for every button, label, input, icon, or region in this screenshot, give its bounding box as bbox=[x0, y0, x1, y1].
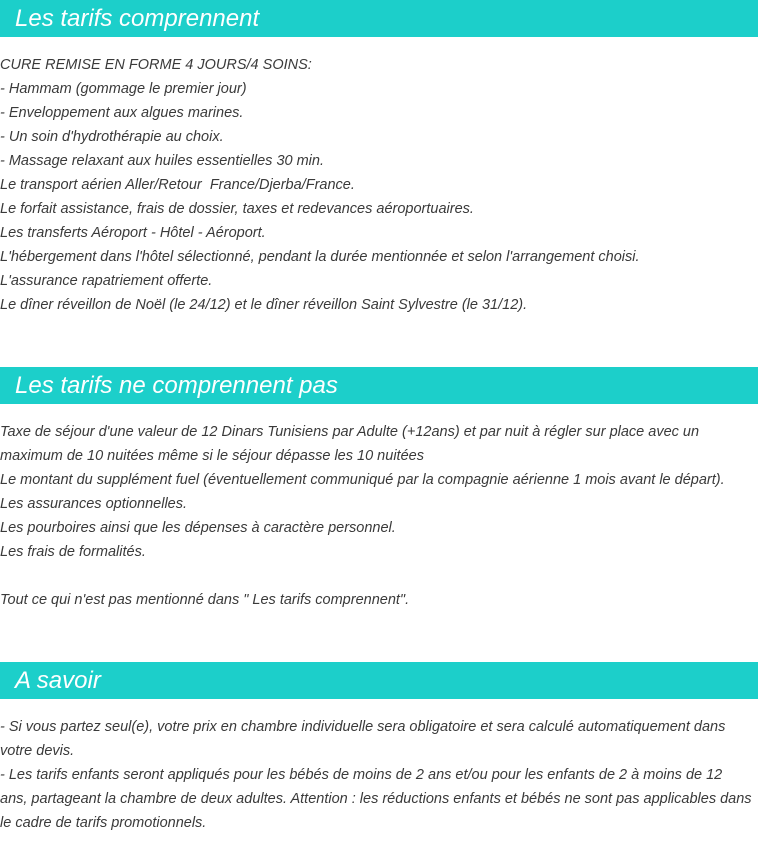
section-body-a-savoir bbox=[0, 715, 756, 835]
text-line: Les assurances optionnelles. bbox=[0, 496, 188, 512]
text-line: - Si vous partez seul(e), votre prix en chambre individuelle sera obligatoire et sera calculé automatiquement dans votre devis. bbox=[0, 719, 730, 759]
text-line: Tout ce qui n'est pas mentionné dans " Les tarifs comprennent". bbox=[0, 592, 410, 608]
section-title: Les tarifs comprennent bbox=[15, 5, 260, 32]
text-line: Le dîner réveillon de Noël (le 24/12) et le dîner réveillon Saint Sylvestre (le 31/12). bbox=[0, 297, 528, 313]
text-line: - Hammam (gommage le premier jour) bbox=[0, 81, 247, 97]
text-line: L'hébergement dans l'hôtel sélectionné, pendant la durée mentionnée et selon l'arrangement choisi. bbox=[0, 249, 640, 265]
text-line: Les transferts Aéroport - Hôtel - Aéroport. bbox=[0, 225, 266, 241]
section-body-tarifs-comprennent bbox=[0, 53, 752, 317]
text-line: Les pourboires ainsi que les dépenses à caractère personnel. bbox=[0, 520, 396, 536]
text-line: L'assurance rapatriement offerte. bbox=[0, 273, 213, 289]
section-header-tarifs-comprennent bbox=[0, 0, 758, 37]
text-line: Le montant du supplément fuel (éventuellement communiqué par la compagnie aérienne 1 mois avant le départ). bbox=[0, 472, 725, 488]
text-line: CURE REMISE EN FORME 4 JOURS/4 SOINS: bbox=[0, 57, 312, 73]
section-title: A savoir bbox=[15, 667, 101, 694]
section-header-a-savoir bbox=[0, 662, 758, 699]
text-line: - Les tarifs enfants seront appliqués pour les bébés de moins de 2 ans et/ou pour les enfants de 2 à moins de 12 ans, partageant la chambre de deux adultes. Attention : les réductions enfants et bébés ne sont pas applicables dans le cadre de tarifs promotionnels. bbox=[0, 767, 756, 831]
text-line: Le forfait assistance, frais de dossier, taxes et redevances aéroportuaires. bbox=[0, 201, 474, 217]
text-line: - Enveloppement aux algues marines. bbox=[0, 105, 244, 121]
text-line: Taxe de séjour d'une valeur de 12 Dinars Tunisiens par Adulte (+12ans) et par nuit à régler sur place avec un maximum de 10 nuitées même si le séjour dépasse les 10 nuitées bbox=[0, 424, 704, 464]
text-line: Le transport aérien Aller/Retour France/Djerba/France. bbox=[0, 177, 355, 193]
text-line: - Un soin d'hydrothérapie au choix. bbox=[0, 129, 224, 145]
section-title: Les tarifs ne comprennent pas bbox=[15, 372, 338, 399]
section-header-tarifs-ne-comprennent-pas bbox=[0, 367, 758, 404]
text-line: - Massage relaxant aux huiles essentielles 30 min. bbox=[0, 153, 324, 169]
text-line: Les frais de formalités. bbox=[0, 544, 146, 560]
section-body-tarifs-ne-comprennent-pas bbox=[0, 420, 752, 612]
blank-line bbox=[0, 564, 752, 588]
